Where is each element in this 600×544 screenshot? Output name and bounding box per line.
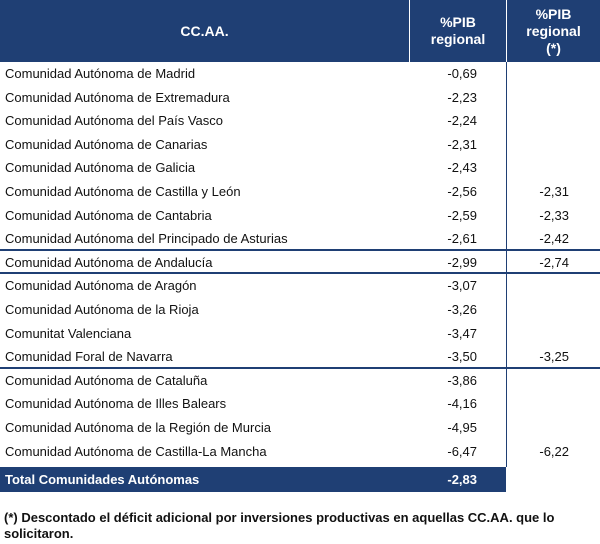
- table-row: [0, 251, 600, 275]
- table-row: [0, 345, 600, 369]
- row-pib-adjusted-value: -3,25: [539, 349, 569, 365]
- row-name: Comunidad Autónoma de Cataluña: [5, 372, 208, 388]
- table-row: [0, 392, 600, 416]
- table-row: [0, 62, 600, 86]
- row-pib-value: -3,86: [447, 372, 477, 388]
- table-row: [0, 204, 600, 228]
- row-pib-value: -4,95: [447, 419, 477, 435]
- header-pibr-line3: (*): [546, 39, 561, 56]
- row-name: Comunidad Autónoma de Cantabria: [5, 207, 212, 223]
- total-label: Total Comunidades Autónomas: [5, 472, 200, 487]
- row-pib-value: -2,31: [447, 136, 477, 152]
- table-row: [0, 156, 600, 180]
- header-pibr-line1: %PIB: [535, 5, 572, 22]
- row-name: Comunidad Autónoma de Castilla y León: [5, 183, 241, 199]
- row-pib-value: -2,43: [447, 160, 477, 176]
- table-row: [0, 86, 600, 110]
- row-pib-adjusted-value: -2,31: [539, 183, 569, 199]
- row-pib-value: -2,61: [447, 231, 477, 247]
- row-pib-adjusted-value: -2,33: [539, 207, 569, 223]
- total-row: [0, 467, 506, 492]
- row-name: Comunidad Autónoma de Aragón: [5, 278, 197, 294]
- table-row: [0, 369, 600, 393]
- row-name: Comunidad Autónoma de Castilla-La Mancha: [5, 443, 267, 459]
- row-name: Comunidad Autónoma de Canarias: [5, 136, 208, 152]
- row-pib-value: -2,56: [447, 183, 477, 199]
- row-pib-adjusted-value: -6,22: [539, 443, 569, 459]
- row-pib-value: -3,07: [447, 278, 477, 294]
- header-ccaa: [0, 0, 409, 62]
- header-pib-regional-adjusted: [507, 0, 600, 62]
- row-pib-value: -6,47: [447, 443, 477, 459]
- table-row: [0, 109, 600, 133]
- row-pib-value: -3,26: [447, 301, 477, 317]
- row-name: Comunitat Valenciana: [5, 325, 132, 341]
- table-row: [0, 180, 600, 204]
- table-row: [0, 274, 600, 298]
- table-row: [0, 227, 600, 251]
- table-row: [0, 133, 600, 157]
- header-pib-regional: [410, 0, 506, 62]
- row-name: Comunidad Autónoma de la Rioja: [5, 301, 199, 317]
- header-ccaa-label: CC.AA.: [180, 22, 229, 39]
- header-pib-line2: regional: [430, 31, 486, 47]
- row-pib-adjusted-value: -2,42: [539, 231, 569, 247]
- row-pib-adjusted-value: -2,74: [539, 254, 569, 270]
- row-name: Comunidad Foral de Navarra: [5, 349, 173, 365]
- table-row: [0, 416, 600, 440]
- row-pib-value: -2,24: [447, 113, 477, 129]
- header-pib-line1: %PIB: [440, 14, 476, 30]
- table-body: [0, 62, 600, 463]
- total-value: -2,83: [447, 472, 477, 487]
- row-pib-value: -3,50: [447, 349, 477, 365]
- row-pib-value: -2,59: [447, 207, 477, 223]
- row-name: Comunidad Autónoma de Extremadura: [5, 89, 230, 105]
- table-row: [0, 298, 600, 322]
- table-row: [0, 322, 600, 346]
- table-row: [0, 440, 600, 464]
- row-name: Comunidad Autónoma del País Vasco: [5, 113, 224, 129]
- row-pib-value: -4,16: [447, 396, 477, 412]
- footnote: (*) Descontado el déficit adicional por inversiones productivas en aquellas CC.AA. que lo solicitaron.: [4, 510, 555, 541]
- header-pibr-line2: regional: [526, 22, 581, 39]
- row-name: Comunidad Autónoma de Galicia: [5, 160, 196, 176]
- row-name: Comunidad Autónoma de Andalucía: [5, 254, 213, 270]
- row-name: Comunidad Autónoma del Principado de Asturias: [5, 231, 288, 247]
- row-pib-value: -2,99: [447, 254, 477, 270]
- row-name: Comunidad Autónoma de Illes Balears: [5, 396, 227, 412]
- row-pib-value: -0,69: [447, 66, 477, 81]
- row-name: Comunidad Autónoma de la Región de Murcia: [5, 419, 271, 435]
- row-pib-value: -2,23: [447, 89, 477, 105]
- row-pib-value: -3,47: [447, 325, 477, 341]
- row-name: Comunidad Autónoma de Madrid: [5, 66, 196, 81]
